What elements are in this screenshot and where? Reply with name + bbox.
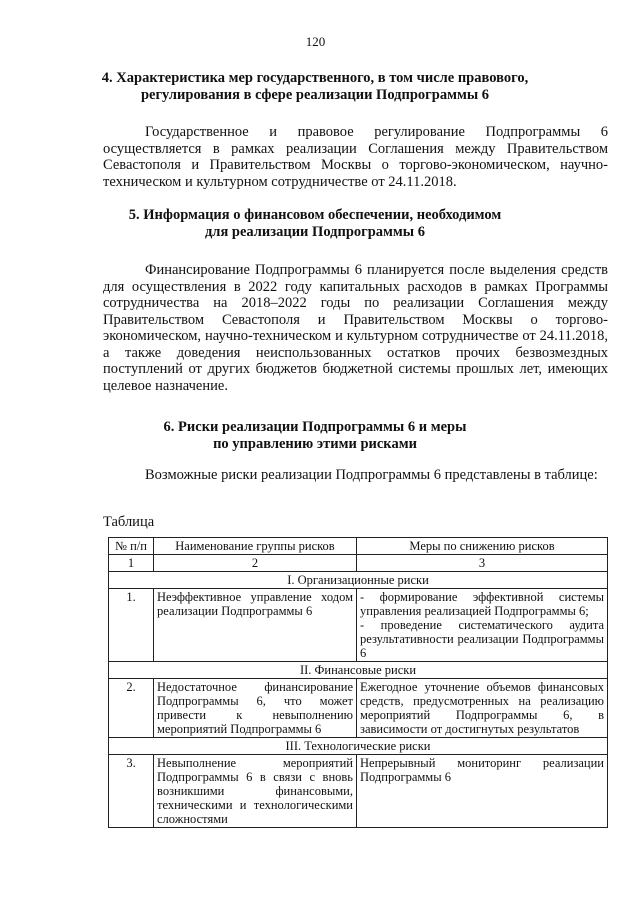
measure-item: Непрерывный мониторинг реализации Подпрограммы 6: [360, 756, 604, 784]
column-number: 2: [154, 555, 357, 572]
column-number-row: [109, 555, 608, 572]
section-6-heading: [100, 419, 530, 453]
page-number: 120: [305, 34, 326, 49]
table-row: [109, 589, 608, 662]
section-6-paragraph: [103, 467, 608, 484]
row-number: 1.: [109, 589, 154, 662]
risk-name: Неэффективное управление ходом реализации Подпрограммы 6: [154, 589, 357, 662]
table-row: [109, 679, 608, 738]
section-4-heading-line1: 4. Характеристика мер государственного, в том числе правового,: [101, 70, 529, 86]
risk-name: Невыполнение мероприятий Подпрограммы 6 в связи с вновь возникшими финансовыми, техническими и технологическими сложностями: [154, 755, 357, 828]
section-6-heading-line1: 6. Риски реализации Подпрограммы 6 и меры: [163, 419, 467, 435]
header-measures: Меры по снижению рисков: [357, 538, 608, 555]
section-5-heading-line1: 5. Информация о финансовом обеспечении, необходимом: [128, 207, 502, 223]
measure-item: - проведение систематического аудита результативности реализации Подпрограммы 6: [360, 618, 604, 660]
risks-table: [108, 537, 608, 828]
group-title: I. Организационные риски: [109, 572, 608, 589]
group-title-row: [109, 662, 608, 679]
section-6-text: Возможные риски реализации Подпрограммы 6 представлены в таблице:: [145, 467, 598, 483]
section-6-heading-line2: по управлению этими рисками: [213, 436, 417, 452]
risk-measures: [357, 679, 608, 738]
group-title: III. Технологические риски: [109, 738, 608, 755]
group-title: II. Финансовые риски: [109, 662, 608, 679]
column-number: 1: [109, 555, 154, 572]
section-5-heading-line2: для реализации Подпрограммы 6: [204, 224, 426, 240]
section-4-heading: [100, 70, 530, 104]
risk-measures: [357, 589, 608, 662]
section-5-text: Финансирование Подпрограммы 6 планируется после выделения средств для осуществления в 2022 году капитальных расходов в рамках Программы сотрудничества на 2018–2022 годы по реализации Соглашения между Правительством Севастополя и Правительством Москвы о торгово-экономическом, научно-техническом и культурном сотрудничестве от 24.11.2018, а также доведения неиспользованных остатков прочих безвозмездных поступлений от других бюджетов бюджетной системы прошлых лет, имеющих целевое назначение.: [103, 262, 608, 394]
column-number: 3: [357, 555, 608, 572]
row-number: 3.: [109, 755, 154, 828]
table-row: [109, 755, 608, 828]
header-risk-group: Наименование группы рисков: [154, 538, 357, 555]
group-title-row: [109, 572, 608, 589]
section-4-text: Государственное и правовое регулирование Подпрограммы 6 осуществляется в рамках реализации Соглашения между Правительством Севастополя и Правительством Москвы о торгово-экономическом, научно-техническом и культурном сотрудничестве от 24.11.2018.: [103, 124, 608, 190]
risk-measures: [357, 755, 608, 828]
section-5-paragraph: [103, 262, 608, 394]
table-caption: Таблица: [103, 514, 155, 530]
row-number: 2.: [109, 679, 154, 738]
section-4-heading-line2: регулирования в сфере реализации Подпрограммы 6: [140, 87, 490, 103]
section-5-heading: [100, 207, 530, 241]
header-number: № п/п: [109, 538, 154, 555]
measure-item: - формирование эффективной системы управления реализацией Подпрограммы 6;: [360, 590, 604, 618]
measure-item: Ежегодное уточнение объемов финансовых средств, предусмотренных на реализацию мероприятий Подпрограммы 6, в зависимости от достигнутых результатов: [360, 680, 604, 736]
group-title-row: [109, 738, 608, 755]
table-header-row: [109, 538, 608, 555]
risk-name: Недостаточное финансирование Подпрограммы 6, что может привести к невыполнению мероприятий Подпрограммы 6: [154, 679, 357, 738]
section-4-paragraph: [103, 124, 608, 190]
